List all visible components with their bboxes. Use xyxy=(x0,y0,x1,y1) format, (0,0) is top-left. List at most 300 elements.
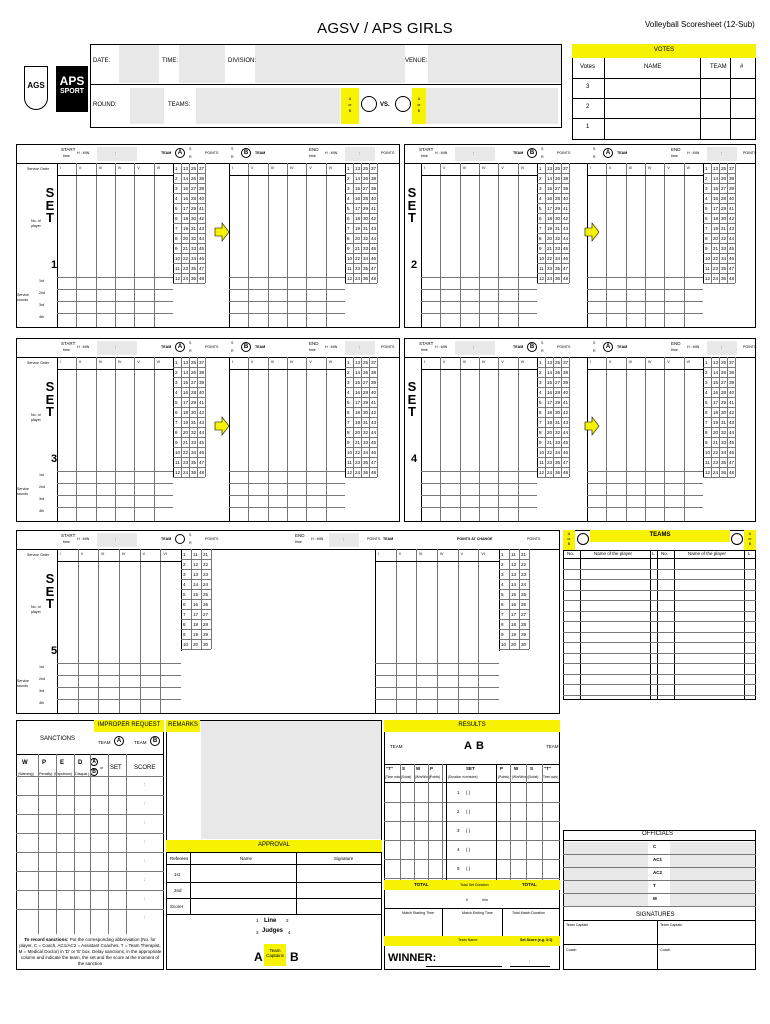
score-number[interactable]: 13 xyxy=(355,166,361,171)
score-number[interactable]: 13 xyxy=(193,572,199,577)
remarks-field[interactable] xyxy=(201,721,381,839)
score-number[interactable]: 34 xyxy=(555,450,561,455)
score-number[interactable]: 20 xyxy=(547,430,553,435)
score-number[interactable]: 38 xyxy=(729,370,735,375)
score-number[interactable]: 33 xyxy=(721,440,727,445)
score-number[interactable]: 32 xyxy=(191,430,197,435)
score-number[interactable]: 29 xyxy=(721,206,727,211)
improper-team-a-circle[interactable]: A xyxy=(114,736,124,746)
score-number[interactable]: 1 xyxy=(347,166,350,171)
score-number[interactable]: 6 xyxy=(539,410,542,415)
score-number[interactable]: 4 xyxy=(175,196,178,201)
score-number[interactable]: 6 xyxy=(705,216,708,221)
score-number[interactable]: 9 xyxy=(539,246,542,251)
score-number[interactable]: 21 xyxy=(547,246,553,251)
score-number[interactable]: 22 xyxy=(547,256,553,261)
score-number[interactable]: 11 xyxy=(705,460,710,465)
score-number[interactable]: 28 xyxy=(363,196,369,201)
score-number[interactable]: 16 xyxy=(547,390,553,395)
score-number[interactable]: 22 xyxy=(355,450,361,455)
score-number[interactable]: 48 xyxy=(199,470,205,475)
score-number[interactable]: 29 xyxy=(363,400,369,405)
score-number[interactable]: 14 xyxy=(193,582,199,587)
score-number[interactable]: 2 xyxy=(539,370,542,375)
score-number[interactable]: 33 xyxy=(191,246,197,251)
score-number[interactable]: 8 xyxy=(539,430,542,435)
score-number[interactable]: 24 xyxy=(355,276,361,281)
score-number[interactable]: 17 xyxy=(355,400,361,405)
score-number[interactable]: 18 xyxy=(713,216,719,221)
score-number[interactable]: 37 xyxy=(729,166,735,171)
score-number[interactable]: 1 xyxy=(175,166,178,171)
score-number[interactable]: 17 xyxy=(547,400,553,405)
score-number[interactable]: 12 xyxy=(347,470,353,475)
score-number[interactable]: 28 xyxy=(555,196,561,201)
score-number[interactable]: 28 xyxy=(191,390,197,395)
score-number[interactable]: 47 xyxy=(563,460,569,465)
score-number[interactable]: 44 xyxy=(199,236,205,241)
score-number[interactable]: 41 xyxy=(729,206,735,211)
start-time-field[interactable] xyxy=(455,147,495,161)
score-number[interactable]: 22 xyxy=(713,450,719,455)
score-number[interactable]: 36 xyxy=(721,470,727,475)
official-name-field[interactable] xyxy=(670,894,755,906)
score-number[interactable]: 9 xyxy=(347,246,350,251)
score-number[interactable]: 24 xyxy=(203,582,209,587)
score-number[interactable]: 40 xyxy=(729,390,735,395)
score-number[interactable]: 30 xyxy=(555,216,561,221)
score-number[interactable]: 44 xyxy=(199,430,205,435)
score-number[interactable]: 23 xyxy=(547,460,553,465)
score-number[interactable]: 36 xyxy=(555,470,561,475)
score-number[interactable]: 45 xyxy=(199,246,205,251)
score-number[interactable]: 32 xyxy=(363,236,369,241)
score-number[interactable]: 40 xyxy=(563,196,569,201)
set-team-circle[interactable] xyxy=(175,534,185,544)
score-number[interactable]: 3 xyxy=(539,380,542,385)
score-number[interactable]: 45 xyxy=(371,246,377,251)
score-number[interactable]: 4 xyxy=(705,390,708,395)
set-team-circle[interactable]: B xyxy=(527,342,537,352)
score-number[interactable]: 10 xyxy=(347,256,353,261)
score-number[interactable]: 13 xyxy=(547,166,553,171)
score-number[interactable]: 27 xyxy=(363,186,369,191)
score-number[interactable]: 9 xyxy=(175,246,178,251)
score-number[interactable]: 14 xyxy=(355,370,361,375)
score-number[interactable]: 7 xyxy=(705,420,708,425)
score-number[interactable]: 31 xyxy=(363,226,369,231)
score-number[interactable]: 38 xyxy=(729,176,735,181)
score-number[interactable]: 18 xyxy=(713,410,719,415)
score-number[interactable]: 18 xyxy=(193,622,199,627)
score-number[interactable]: 38 xyxy=(371,370,377,375)
score-number[interactable]: 1 xyxy=(539,166,542,171)
score-number[interactable]: 37 xyxy=(371,166,377,171)
score-number[interactable]: 12 xyxy=(511,562,517,567)
official-name-field[interactable] xyxy=(564,868,648,880)
score-number[interactable]: 43 xyxy=(563,420,569,425)
score-number[interactable]: 5 xyxy=(539,206,542,211)
score-number[interactable]: 14 xyxy=(547,176,553,181)
score-number[interactable]: 15 xyxy=(547,380,553,385)
score-number[interactable]: 13 xyxy=(547,360,553,365)
score-number[interactable]: 41 xyxy=(199,400,205,405)
score-number[interactable]: 20 xyxy=(511,642,517,647)
score-number[interactable]: 42 xyxy=(371,216,377,221)
score-number[interactable]: 2 xyxy=(705,176,708,181)
score-number[interactable]: 24 xyxy=(183,276,189,281)
score-number[interactable]: 45 xyxy=(729,440,735,445)
score-number[interactable]: 26 xyxy=(721,176,727,181)
score-number[interactable]: 8 xyxy=(175,236,178,241)
score-number[interactable]: 17 xyxy=(355,206,361,211)
team2-field[interactable] xyxy=(412,88,558,124)
score-number[interactable]: 32 xyxy=(363,430,369,435)
score-number[interactable]: 35 xyxy=(555,460,561,465)
score-number[interactable]: 18 xyxy=(355,410,361,415)
score-number[interactable]: 45 xyxy=(563,440,569,445)
score-number[interactable]: 14 xyxy=(355,176,361,181)
team1-side-circle[interactable] xyxy=(361,96,377,112)
score-number[interactable]: 26 xyxy=(363,176,369,181)
score-number[interactable]: 44 xyxy=(371,430,377,435)
score-number[interactable]: 26 xyxy=(363,370,369,375)
score-number[interactable]: 29 xyxy=(521,632,527,637)
score-number[interactable]: 6 xyxy=(175,216,178,221)
score-number[interactable]: 37 xyxy=(563,360,569,365)
score-number[interactable]: 14 xyxy=(183,370,189,375)
score-number[interactable]: 25 xyxy=(555,360,561,365)
score-number[interactable]: 3 xyxy=(175,380,178,385)
score-number[interactable]: 4 xyxy=(539,390,542,395)
score-number[interactable]: 29 xyxy=(555,206,561,211)
score-number[interactable]: 29 xyxy=(191,400,197,405)
score-number[interactable]: 7 xyxy=(539,226,542,231)
score-number[interactable]: 7 xyxy=(347,226,350,231)
score-number[interactable]: 3 xyxy=(347,380,350,385)
score-number[interactable]: 19 xyxy=(193,632,199,637)
score-number[interactable]: 47 xyxy=(199,266,205,271)
score-number[interactable]: 18 xyxy=(183,410,189,415)
score-number[interactable]: 36 xyxy=(363,276,369,281)
score-number[interactable]: 32 xyxy=(555,236,561,241)
score-number[interactable]: 15 xyxy=(511,592,517,597)
start-time-field[interactable] xyxy=(97,533,137,547)
score-number[interactable]: 22 xyxy=(355,256,361,261)
score-number[interactable]: 48 xyxy=(563,470,569,475)
score-number[interactable]: 18 xyxy=(511,622,517,627)
score-number[interactable]: 46 xyxy=(729,450,735,455)
score-number[interactable]: 9 xyxy=(705,246,708,251)
score-number[interactable]: 20 xyxy=(355,236,361,241)
score-number[interactable]: 19 xyxy=(355,226,361,231)
score-number[interactable]: 27 xyxy=(721,186,727,191)
score-number[interactable]: 21 xyxy=(355,440,361,445)
score-number[interactable]: 13 xyxy=(355,360,361,365)
score-number[interactable]: 16 xyxy=(511,602,517,607)
team2-side-circle[interactable] xyxy=(395,96,411,112)
score-number[interactable]: 13 xyxy=(713,166,719,171)
score-number[interactable]: 21 xyxy=(713,246,719,251)
score-number[interactable]: 34 xyxy=(363,450,369,455)
score-number[interactable]: 35 xyxy=(191,460,197,465)
score-number[interactable]: 11 xyxy=(347,266,352,271)
score-number[interactable]: 2 xyxy=(175,176,178,181)
score-number[interactable]: 48 xyxy=(729,470,735,475)
score-number[interactable]: 26 xyxy=(555,176,561,181)
score-number[interactable]: 41 xyxy=(729,400,735,405)
score-number[interactable]: 15 xyxy=(713,186,719,191)
score-number[interactable]: 2 xyxy=(705,370,708,375)
score-number[interactable]: 4 xyxy=(347,390,350,395)
score-number[interactable]: 37 xyxy=(199,360,205,365)
score-number[interactable]: 10 xyxy=(539,450,545,455)
score-number[interactable]: 10 xyxy=(347,450,353,455)
score-number[interactable]: 23 xyxy=(355,460,361,465)
score-number[interactable]: 39 xyxy=(729,380,735,385)
score-number[interactable]: 46 xyxy=(199,450,205,455)
score-number[interactable]: 2 xyxy=(539,176,542,181)
score-number[interactable]: 16 xyxy=(355,390,361,395)
score-number[interactable]: 31 xyxy=(191,226,197,231)
score-number[interactable]: 35 xyxy=(191,266,197,271)
score-number[interactable]: 26 xyxy=(721,370,727,375)
score-number[interactable]: 41 xyxy=(371,206,377,211)
score-number[interactable]: 30 xyxy=(363,410,369,415)
official-name-field[interactable] xyxy=(564,881,648,893)
score-number[interactable]: 8 xyxy=(183,622,186,627)
score-number[interactable]: 41 xyxy=(199,206,205,211)
score-number[interactable]: 44 xyxy=(729,430,735,435)
division-field[interactable] xyxy=(255,45,405,83)
score-number[interactable]: 9 xyxy=(347,440,350,445)
score-number[interactable]: 48 xyxy=(199,276,205,281)
set-team-circle[interactable]: A xyxy=(175,342,185,352)
score-number[interactable]: 27 xyxy=(555,186,561,191)
score-number[interactable]: 36 xyxy=(191,470,197,475)
score-number[interactable]: 8 xyxy=(705,236,708,241)
score-number[interactable]: 15 xyxy=(547,186,553,191)
score-number[interactable]: 11 xyxy=(193,552,198,557)
score-number[interactable]: 19 xyxy=(547,420,553,425)
score-number[interactable]: 18 xyxy=(183,216,189,221)
score-number[interactable]: 10 xyxy=(539,256,545,261)
score-number[interactable]: 43 xyxy=(371,420,377,425)
score-number[interactable]: 4 xyxy=(183,582,186,587)
score-number[interactable]: 12 xyxy=(175,470,181,475)
score-number[interactable]: 2 xyxy=(183,562,186,567)
score-number[interactable]: 4 xyxy=(501,582,504,587)
score-number[interactable]: 13 xyxy=(713,360,719,365)
score-number[interactable]: 36 xyxy=(191,276,197,281)
score-number[interactable]: 40 xyxy=(371,390,377,395)
score-number[interactable]: 8 xyxy=(501,622,504,627)
score-number[interactable]: 24 xyxy=(547,276,553,281)
score-number[interactable]: 45 xyxy=(729,246,735,251)
score-number[interactable]: 19 xyxy=(713,420,719,425)
score-number[interactable]: 28 xyxy=(721,196,727,201)
score-number[interactable]: 20 xyxy=(355,430,361,435)
score-number[interactable]: 29 xyxy=(363,206,369,211)
score-number[interactable]: 11 xyxy=(705,266,710,271)
results-set-duration[interactable]: ( ) xyxy=(466,866,471,871)
score-number[interactable]: 25 xyxy=(363,166,369,171)
results-set-duration[interactable]: ( ) xyxy=(466,790,471,795)
score-number[interactable]: 33 xyxy=(363,440,369,445)
score-number[interactable]: 6 xyxy=(501,602,504,607)
score-number[interactable]: 26 xyxy=(555,370,561,375)
score-number[interactable]: 30 xyxy=(521,642,527,647)
venue-field[interactable] xyxy=(428,45,561,83)
score-number[interactable]: 10 xyxy=(175,450,181,455)
score-number[interactable]: 12 xyxy=(705,470,711,475)
score-number[interactable]: 25 xyxy=(521,592,527,597)
score-number[interactable]: 27 xyxy=(721,380,727,385)
score-number[interactable]: 34 xyxy=(555,256,561,261)
score-number[interactable]: 40 xyxy=(563,390,569,395)
score-number[interactable]: 23 xyxy=(183,266,189,271)
score-number[interactable]: 21 xyxy=(355,246,361,251)
score-number[interactable]: 43 xyxy=(199,226,205,231)
score-number[interactable]: 7 xyxy=(183,612,186,617)
score-number[interactable]: 3 xyxy=(539,186,542,191)
score-number[interactable]: 27 xyxy=(555,380,561,385)
score-number[interactable]: 15 xyxy=(355,380,361,385)
score-number[interactable]: 17 xyxy=(193,612,199,617)
score-number[interactable]: 14 xyxy=(183,176,189,181)
score-number[interactable]: 39 xyxy=(371,186,377,191)
score-number[interactable]: 28 xyxy=(521,622,527,627)
score-number[interactable]: 10 xyxy=(705,450,711,455)
score-number[interactable]: 38 xyxy=(199,176,205,181)
score-number[interactable]: 44 xyxy=(563,430,569,435)
round-field[interactable] xyxy=(130,88,164,124)
score-number[interactable]: 39 xyxy=(371,380,377,385)
score-number[interactable]: 27 xyxy=(203,612,209,617)
score-number[interactable]: 5 xyxy=(347,400,350,405)
score-number[interactable]: 1 xyxy=(539,360,542,365)
score-number[interactable]: 41 xyxy=(371,400,377,405)
score-number[interactable]: 38 xyxy=(199,370,205,375)
score-number[interactable]: 17 xyxy=(713,400,719,405)
score-number[interactable]: 35 xyxy=(363,460,369,465)
score-number[interactable]: 38 xyxy=(371,176,377,181)
score-number[interactable]: 22 xyxy=(183,450,189,455)
score-number[interactable]: 37 xyxy=(729,360,735,365)
score-number[interactable]: 45 xyxy=(199,440,205,445)
set-team-circle[interactable]: B xyxy=(241,342,251,352)
score-number[interactable]: 39 xyxy=(563,186,569,191)
score-number[interactable]: 23 xyxy=(521,572,527,577)
score-number[interactable]: 24 xyxy=(355,470,361,475)
official-name-field[interactable] xyxy=(670,881,755,893)
score-number[interactable]: 35 xyxy=(363,266,369,271)
score-number[interactable]: 6 xyxy=(347,410,350,415)
score-number[interactable]: 44 xyxy=(729,236,735,241)
score-number[interactable]: 28 xyxy=(721,390,727,395)
score-number[interactable]: 43 xyxy=(199,420,205,425)
score-number[interactable]: 42 xyxy=(563,216,569,221)
score-number[interactable]: 48 xyxy=(563,276,569,281)
score-number[interactable]: 3 xyxy=(183,572,186,577)
score-number[interactable]: 3 xyxy=(705,186,708,191)
score-number[interactable]: 5 xyxy=(175,400,178,405)
score-number[interactable]: 1 xyxy=(347,360,350,365)
score-number[interactable]: 13 xyxy=(183,166,189,171)
score-number[interactable]: 9 xyxy=(183,632,186,637)
score-number[interactable]: 10 xyxy=(175,256,181,261)
score-number[interactable]: 21 xyxy=(713,440,719,445)
score-number[interactable]: 25 xyxy=(363,360,369,365)
score-number[interactable]: 42 xyxy=(563,410,569,415)
score-number[interactable]: 4 xyxy=(705,196,708,201)
score-number[interactable]: 33 xyxy=(555,440,561,445)
score-number[interactable]: 14 xyxy=(713,370,719,375)
score-number[interactable]: 12 xyxy=(193,562,199,567)
results-set-duration[interactable]: ( ) xyxy=(466,809,471,814)
score-number[interactable]: 42 xyxy=(729,410,735,415)
score-number[interactable]: 41 xyxy=(563,400,569,405)
score-number[interactable]: 22 xyxy=(203,562,209,567)
score-number[interactable]: 9 xyxy=(539,440,542,445)
score-number[interactable]: 26 xyxy=(191,176,197,181)
score-number[interactable]: 37 xyxy=(563,166,569,171)
score-number[interactable]: 34 xyxy=(191,256,197,261)
score-number[interactable]: 11 xyxy=(539,460,544,465)
score-number[interactable]: 7 xyxy=(501,612,504,617)
official-name-field[interactable] xyxy=(564,894,648,906)
score-number[interactable]: 34 xyxy=(721,256,727,261)
score-number[interactable]: 13 xyxy=(511,572,517,577)
score-number[interactable]: 26 xyxy=(191,370,197,375)
score-number[interactable]: 19 xyxy=(713,226,719,231)
score-number[interactable]: 35 xyxy=(721,460,727,465)
score-number[interactable]: 25 xyxy=(191,360,197,365)
score-number[interactable]: 15 xyxy=(713,380,719,385)
set-team-circle[interactable]: B xyxy=(527,148,537,158)
score-number[interactable]: 10 xyxy=(705,256,711,261)
score-number[interactable]: 46 xyxy=(199,256,205,261)
score-number[interactable]: 21 xyxy=(203,552,209,557)
score-number[interactable]: 25 xyxy=(203,592,209,597)
score-number[interactable]: 23 xyxy=(547,266,553,271)
score-number[interactable]: 34 xyxy=(721,450,727,455)
score-number[interactable]: 25 xyxy=(191,166,197,171)
score-number[interactable]: 45 xyxy=(563,246,569,251)
score-number[interactable]: 24 xyxy=(521,582,527,587)
score-number[interactable]: 22 xyxy=(183,256,189,261)
score-number[interactable]: 40 xyxy=(199,196,205,201)
score-number[interactable]: 22 xyxy=(521,562,527,567)
score-number[interactable]: 23 xyxy=(713,460,719,465)
score-number[interactable]: 35 xyxy=(555,266,561,271)
score-number[interactable]: 28 xyxy=(191,196,197,201)
score-number[interactable]: 17 xyxy=(713,206,719,211)
official-name-field[interactable] xyxy=(670,855,755,867)
score-number[interactable]: 36 xyxy=(363,470,369,475)
score-number[interactable]: 19 xyxy=(511,632,517,637)
improper-team-b-circle[interactable]: B xyxy=(150,736,160,746)
score-number[interactable]: 45 xyxy=(371,440,377,445)
score-number[interactable]: 30 xyxy=(721,410,727,415)
score-number[interactable]: 21 xyxy=(547,440,553,445)
score-number[interactable]: 6 xyxy=(175,410,178,415)
score-number[interactable]: 24 xyxy=(183,470,189,475)
score-number[interactable]: 28 xyxy=(363,390,369,395)
score-number[interactable]: 23 xyxy=(183,460,189,465)
score-number[interactable]: 23 xyxy=(203,572,209,577)
score-number[interactable]: 25 xyxy=(555,166,561,171)
